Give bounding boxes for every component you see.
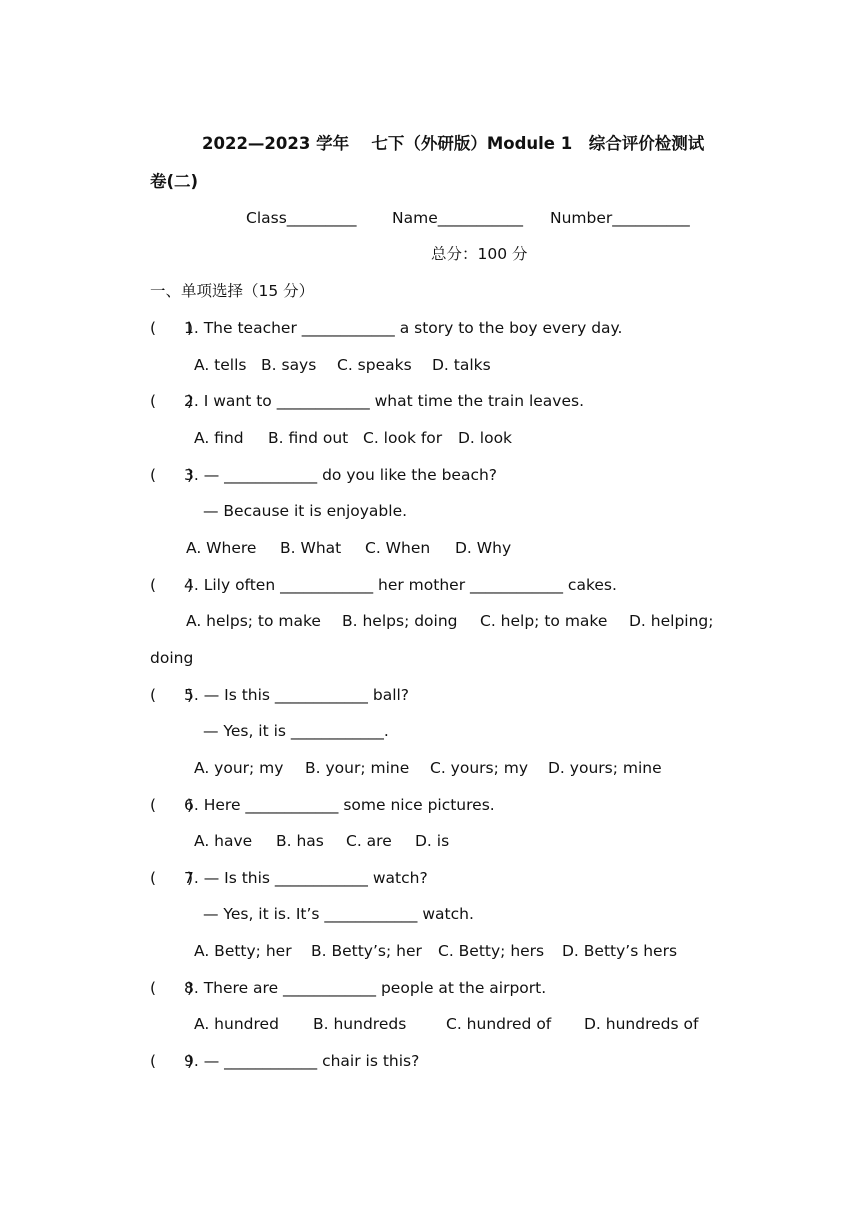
answer-paren: ( ) — [150, 796, 194, 814]
option-d: D. Why — [455, 539, 512, 557]
section-heading: 一、单项选择（15 分） — [150, 282, 315, 300]
answer-paren: ( ) — [150, 319, 194, 337]
option-c: C. speaks — [337, 356, 412, 374]
option-d: D. talks — [432, 356, 491, 374]
number-field: Number__________ — [550, 209, 690, 227]
option-a: A. hundred — [194, 1015, 279, 1033]
option-a: A. Where — [186, 539, 257, 557]
dialogue-answer: — Yes, it is. It’s ____________ watch. — [203, 905, 474, 923]
option-b: B. helps; doing — [342, 612, 458, 630]
option-c: C. look for — [363, 429, 443, 447]
dialogue-answer: — Yes, it is ____________. — [203, 722, 389, 740]
document-title-line2: 卷(二) — [150, 172, 199, 191]
option-a: A. your; my — [194, 759, 284, 777]
answer-paren: ( ) — [150, 392, 194, 410]
question-stem: 4. Lily often ____________ her mother ____________ cakes. — [184, 576, 617, 594]
option-b: B. your; mine — [305, 759, 410, 777]
answer-paren: ( ) — [150, 979, 194, 997]
option-d: D. is — [415, 832, 450, 850]
answer-paren: ( ) — [150, 869, 194, 887]
option-a: A. helps; to make — [186, 612, 321, 630]
question-stem: 2. I want to ____________ what time the train leaves. — [184, 392, 585, 410]
question-stem: 6. Here ____________ some nice pictures. — [184, 796, 495, 814]
answer-paren: ( ) — [150, 576, 194, 594]
option-c: C. yours; my — [430, 759, 529, 777]
option-a: A. tells — [194, 356, 247, 374]
answer-paren: ( ) — [150, 686, 194, 704]
question-stem: 5. — Is this ____________ ball? — [184, 686, 410, 704]
class-field: Class_________ — [246, 209, 357, 227]
document-title-line1: 2022—2023 学年 七下（外研版）Module 1 综合评价检测试 — [202, 134, 705, 153]
name-field: Name___________ — [392, 209, 523, 227]
option-b: B. Betty’s; her — [311, 942, 422, 960]
question-stem: 9. — ____________ chair is this? — [184, 1052, 420, 1070]
question-stem: 3. — ____________ do you like the beach? — [184, 466, 498, 484]
option-c: C. are — [346, 832, 392, 850]
question-stem: 8. There are ____________ people at the airport. — [184, 979, 547, 997]
option-d: D. look — [458, 429, 513, 447]
total-score: 总分：100 分 — [431, 245, 528, 263]
option-d: D. Betty’s hers — [562, 942, 678, 960]
option-c: C. When — [365, 539, 431, 557]
option-d: D. hundreds of — [584, 1015, 699, 1033]
option-c: C. help; to make — [480, 612, 608, 630]
option-b: B. What — [280, 539, 342, 557]
option-a: A. find — [194, 429, 244, 447]
option-c: C. hundred of — [446, 1015, 552, 1033]
option-a: A. Betty; her — [194, 942, 292, 960]
answer-paren: ( ) — [150, 1052, 194, 1070]
option-b: B. says — [261, 356, 317, 374]
option-d-wrap: doing — [150, 649, 194, 667]
option-d: D. yours; mine — [548, 759, 662, 777]
option-b: B. hundreds — [313, 1015, 407, 1033]
question-stem: 1. The teacher ____________ a story to the boy every day. — [184, 319, 623, 337]
dialogue-answer: — Because it is enjoyable. — [203, 502, 408, 520]
option-a: A. have — [194, 832, 253, 850]
option-b: B. find out — [268, 429, 349, 447]
question-stem: 7. — Is this ____________ watch? — [184, 869, 428, 887]
option-d: D. helping; — [629, 612, 714, 630]
answer-paren: ( ) — [150, 466, 194, 484]
option-b: B. has — [276, 832, 324, 850]
option-c: C. Betty; hers — [438, 942, 545, 960]
